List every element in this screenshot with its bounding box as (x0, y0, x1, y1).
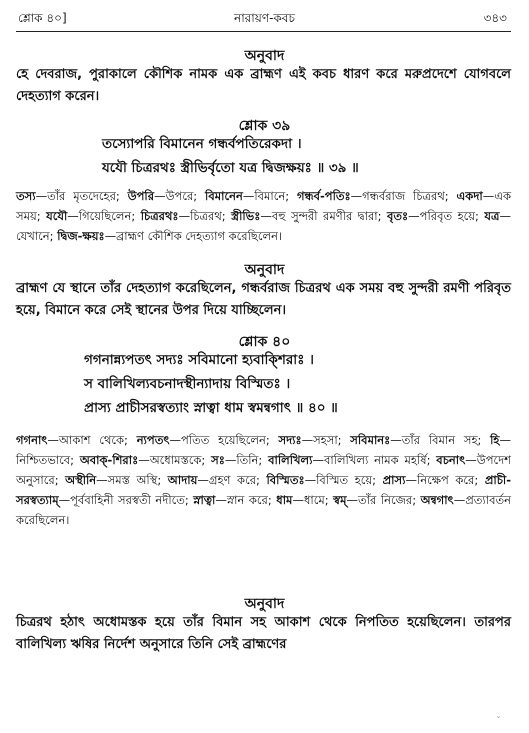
synonym-word: দ্বিজ-ক্ষয়ঃ (57, 229, 105, 243)
synonym-meaning: —এক সময়; (16, 189, 512, 223)
translation-heading-1: অনুবাদ (244, 48, 285, 64)
synonym-word: আদায় (167, 473, 198, 487)
page-corner-mark: ˇ (496, 716, 501, 727)
synonym-meaning: —তাঁর বিমান সহ; (390, 433, 491, 447)
verse-39-heading: শ্লোক ৩৯ (238, 118, 291, 134)
synonym-meaning: —বহু সুন্দরী রমণীর দ্বারা; (260, 209, 387, 223)
synonym-word: সঃ (211, 453, 225, 467)
synonym-meaning: —তিনি; (224, 453, 269, 467)
header-verse-ref: শ্লোক ৪০] (18, 11, 67, 25)
synonym-meaning: —ব্রাহ্মণ কৌশিক দেহত্যাগ করেছিলেন। (104, 229, 283, 243)
verse-40-line-2: স বালিখিল্যবচনাদস্থীন্যাদায় বিস্মিতঃ । (84, 376, 291, 392)
synonym-word: ন্যপতৎ (136, 433, 170, 447)
synonym-meaning: —গিয়েছিলেন; (67, 209, 141, 223)
synonym-word: স্নাত্বা (193, 493, 216, 507)
translation-heading-2: অনুবাদ (244, 262, 285, 278)
synonym-word: সদ্যঃ (278, 433, 302, 447)
synonym-word: অবাক্-শিরাঃ (79, 453, 139, 467)
synonym-word: চিত্ররথঃ (140, 209, 179, 223)
synonym-meaning: —গন্ধর্বরাজ চিত্ররথ; (350, 189, 457, 203)
synonym-meaning: —তাঁর মৃতদেহের; (35, 189, 128, 203)
header-chapter-title: নারায়ণ-কবচ (234, 11, 295, 25)
synonym-word: যত্র (484, 209, 500, 223)
synonym-meaning: —সহসা; (301, 433, 351, 447)
synonym-word: স্বম্ (333, 493, 347, 507)
synonym-meaning: —পরিবৃত হয়ে; (408, 209, 485, 223)
synonym-meaning: —নিশ্চিতভাবে; (16, 433, 511, 467)
synonym-meaning: —উপদেশ অনুসারে; (16, 453, 511, 487)
synonym-word: উপরি (127, 189, 155, 203)
synonym-meaning: —বিমানে; (242, 189, 297, 203)
translation-text-1: হে দেবরাজ, পুরাকালে কৌশিক নামক এক ব্রাহ্মণ এই কবচ ধারণ করে মরুপ্রদেশে যোগবলে দেহত্যাগ করেন। (16, 67, 511, 104)
synonym-word: প্রাচী-সরস্বত্যাম্ (16, 473, 512, 507)
synonym-meaning: —তাঁর নিজের; (346, 493, 421, 507)
verse-39-line-2: যযৌ চিত্ররথঃ স্ত্রীভির্বৃতো যত্র দ্বিজক্ষয়ঃ ॥ ৩৯ ॥ (102, 160, 359, 176)
synonym-word: তস্য (16, 189, 36, 203)
synonym-meaning: —বিস্মিত হয়ে; (304, 473, 383, 487)
synonym-word: গগনাৎ (16, 433, 48, 447)
synonym-meaning: —চিত্ররথ; (178, 209, 232, 223)
header-rule (16, 31, 511, 32)
translation-text-3: চিত্ররথ হঠাৎ অধোমস্তক হয়ে তাঁর বিমান সহ আকাশ থেকে নিপতিত হয়েছিলেন। তারপর বালিখিল্য ঋষির নির্দেশ অনুসারে তিনি সেই ব্রাহ্মণের (16, 615, 511, 652)
translation-heading-3: অনুবাদ (244, 596, 285, 612)
synonym-word: অস্থীনি (65, 473, 97, 487)
synonym-meaning: —পূর্ববাহিনী সরস্বতী নদীতে; (58, 493, 194, 507)
synonym-meaning: —নিক্ষেপ করে; (405, 473, 485, 487)
synonym-meaning: —সমস্ত অস্থি; (96, 473, 168, 487)
synonym-meaning: —অধোমস্তকে; (138, 453, 212, 467)
translation-text-2: ব্রাহ্মণ যে স্থানে তাঁর দেহত্যাগ করেছিলেন, গন্ধর্বরাজ চিত্ররথ এক সময় বহু সুন্দরী রমণী পরিবৃত হয়ে, বিমানে করে সেই স্থানের উপর দিয়ে যাচ্ছিলেন। (16, 281, 511, 318)
synonym-meaning: —প্রত্যাবর্তন করেছিলেন। (16, 493, 511, 527)
synonym-word: একদা (456, 189, 483, 203)
synonym-word: বালিখিল্য (268, 453, 313, 467)
synonym-word: গন্ধর্ব-পতিঃ (296, 189, 351, 203)
verse-40-line-3: প্রাস্য প্রাচীসরস্বত্যাং স্নাত্বা ধাম স্বমন্বগাৎ ॥ ৪০ ॥ (84, 400, 338, 416)
synonym-word: ধাম (276, 493, 293, 507)
synonym-meaning: —আকাশ থেকে; (47, 433, 137, 447)
synonym-word: স্ত্রীভিঃ (231, 209, 261, 223)
synonym-meaning: —গ্রহণ করে; (197, 473, 267, 487)
header-page-number: ৩৪৩ (483, 11, 507, 25)
verse-39-synonyms (16, 186, 511, 246)
synonym-meaning: —যেখানে; (16, 209, 511, 243)
synonym-word: বিমানেন (205, 189, 243, 203)
verse-39-line-1: তস্যোপরি বিমানেন গন্ধর্বপতিরেকদা । (102, 136, 302, 152)
synonym-meaning: —স্নান করে; (215, 493, 277, 507)
verse-40-synonyms (16, 430, 511, 530)
synonym-word: যযৌ (46, 209, 68, 223)
verse-40-line-1: গগনান্ন্যপতৎ সদ্যঃ সবিমানো হ্যবাক্শিরাঃ । (84, 352, 314, 368)
synonym-meaning: —ধামে; (292, 493, 334, 507)
synonym-meaning: —বালিখিল্য নামক মহর্ষি; (312, 453, 437, 467)
verse-40-heading: শ্লোক ৪০ (238, 334, 291, 350)
synonym-word: বৃতঃ (387, 209, 409, 223)
synonym-word: সবিমানঃ (350, 433, 391, 447)
synonym-word: প্রাস্য (382, 473, 406, 487)
synonym-meaning: —পতিত হয়েছিলেন; (169, 433, 279, 447)
synonym-word: অন্বগাৎ (420, 493, 454, 507)
synonym-word: হি (490, 433, 500, 447)
synonym-meaning: —উপরে; (154, 189, 206, 203)
synonym-word: বিস্মিতঃ (266, 473, 305, 487)
synonym-word: বচনাৎ (436, 453, 466, 467)
